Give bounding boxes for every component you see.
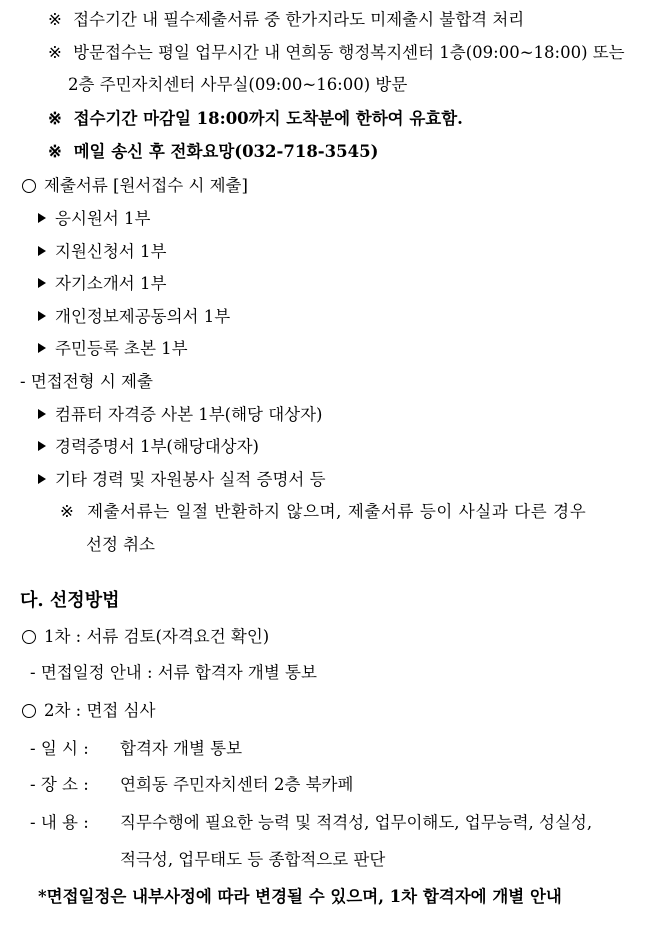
docs-return-note (60, 500, 636, 524)
note-text: 접수기간 마감일 18:00까지 도착분에 한하여 유효함. (73, 109, 463, 128)
schedule-footer-note: *면접일정은 내부사정에 따라 변경될 수 있으며, 1차 합격자에 개별 안내 (38, 887, 562, 906)
row-label: - 일 시 : (30, 739, 89, 758)
doc-item: 주민등록 초본 1부 (38, 337, 188, 361)
interview-doc-item: 경력증명서 1부(해당대상자) (38, 435, 259, 459)
interview-content-cont: 적극성, 업무태도 등 종합적으로 판단 (120, 850, 386, 869)
triangle-bullet-icon (38, 343, 46, 353)
row-label: - 내 용 : (30, 813, 89, 832)
circle-bullet-icon (22, 179, 36, 193)
note-mark: ※ (48, 43, 62, 62)
triangle-bullet-icon (38, 213, 46, 223)
triangle-bullet-icon (38, 409, 46, 419)
note-mark: ※ (60, 502, 74, 521)
note-mark: ※ (48, 10, 62, 29)
triangle-bullet-icon (38, 474, 46, 484)
note-text: 접수기간 내 필수제출서류 중 한가지라도 미제출시 불합격 처리 (73, 10, 525, 29)
interview-place-row (30, 773, 353, 797)
row-value: 연희동 주민자치센터 2층 북카페 (120, 775, 354, 794)
triangle-bullet-icon (38, 311, 46, 321)
note-text: 메일 송신 후 전화요망(032-718-3545) (73, 142, 379, 161)
stage1: 1차 : 서류 검토(자격요건 확인) (22, 625, 269, 649)
note-visit-submission-cont (68, 73, 407, 97)
circle-bullet-icon (22, 704, 36, 718)
interview-content-row (30, 811, 592, 835)
interview-doc-item: 컴퓨터 자격증 사본 1부(해당 대상자) (38, 403, 323, 427)
note-text: 방문접수는 평일 업무시간 내 연희동 행정복지센터 1층(09:00~18:00) 또는 (73, 43, 625, 62)
stage1-detail: - 면접일정 안내 : 서류 합격자 개별 통보 (30, 663, 317, 682)
note-deadline (48, 107, 463, 131)
note-mark: ※ (48, 109, 62, 128)
doc-item: 자기소개서 1부 (38, 272, 166, 296)
circle-bullet-icon (22, 630, 36, 644)
docs-return-note-cont: 선정 취소 (86, 535, 156, 554)
doc-item: 응시원서 1부 (38, 207, 150, 231)
interview-docs-label: - 면접전형 시 제출 (20, 372, 153, 391)
triangle-bullet-icon (38, 441, 46, 451)
interview-doc-item: 기타 경력 및 자원봉사 실적 증명서 등 (38, 468, 326, 492)
selection-heading: 다. 선정방법 (20, 590, 120, 611)
triangle-bullet-icon (38, 278, 46, 288)
doc-item: 지원신청서 1부 (38, 240, 166, 264)
note-text: 2층 주민자치센터 사무실(09:00~16:00) 방문 (68, 75, 408, 94)
note-incomplete-docs (48, 8, 524, 32)
row-value: 직무수행에 필요한 능력 및 적격성, 업무이해도, 업무능력, 성실성, (120, 813, 593, 832)
note-visit-submission (48, 41, 625, 65)
row-label: - 장 소 : (30, 775, 89, 794)
note-mark: ※ (48, 142, 62, 161)
stage2: 2차 : 면접 심사 (22, 699, 156, 723)
row-value: 합격자 개별 통보 (120, 739, 243, 758)
triangle-bullet-icon (38, 246, 46, 256)
interview-date-row (30, 737, 242, 761)
doc-item: 개인정보제공동의서 1부 (38, 305, 230, 329)
note-text: 제출서류는 일절 반환하지 않으며, 제출서류 등이 사실과 다른 경우 (87, 502, 587, 521)
docs-section-title: 제출서류 [원서접수 시 제출] (22, 174, 248, 198)
note-email-phone (48, 140, 378, 164)
